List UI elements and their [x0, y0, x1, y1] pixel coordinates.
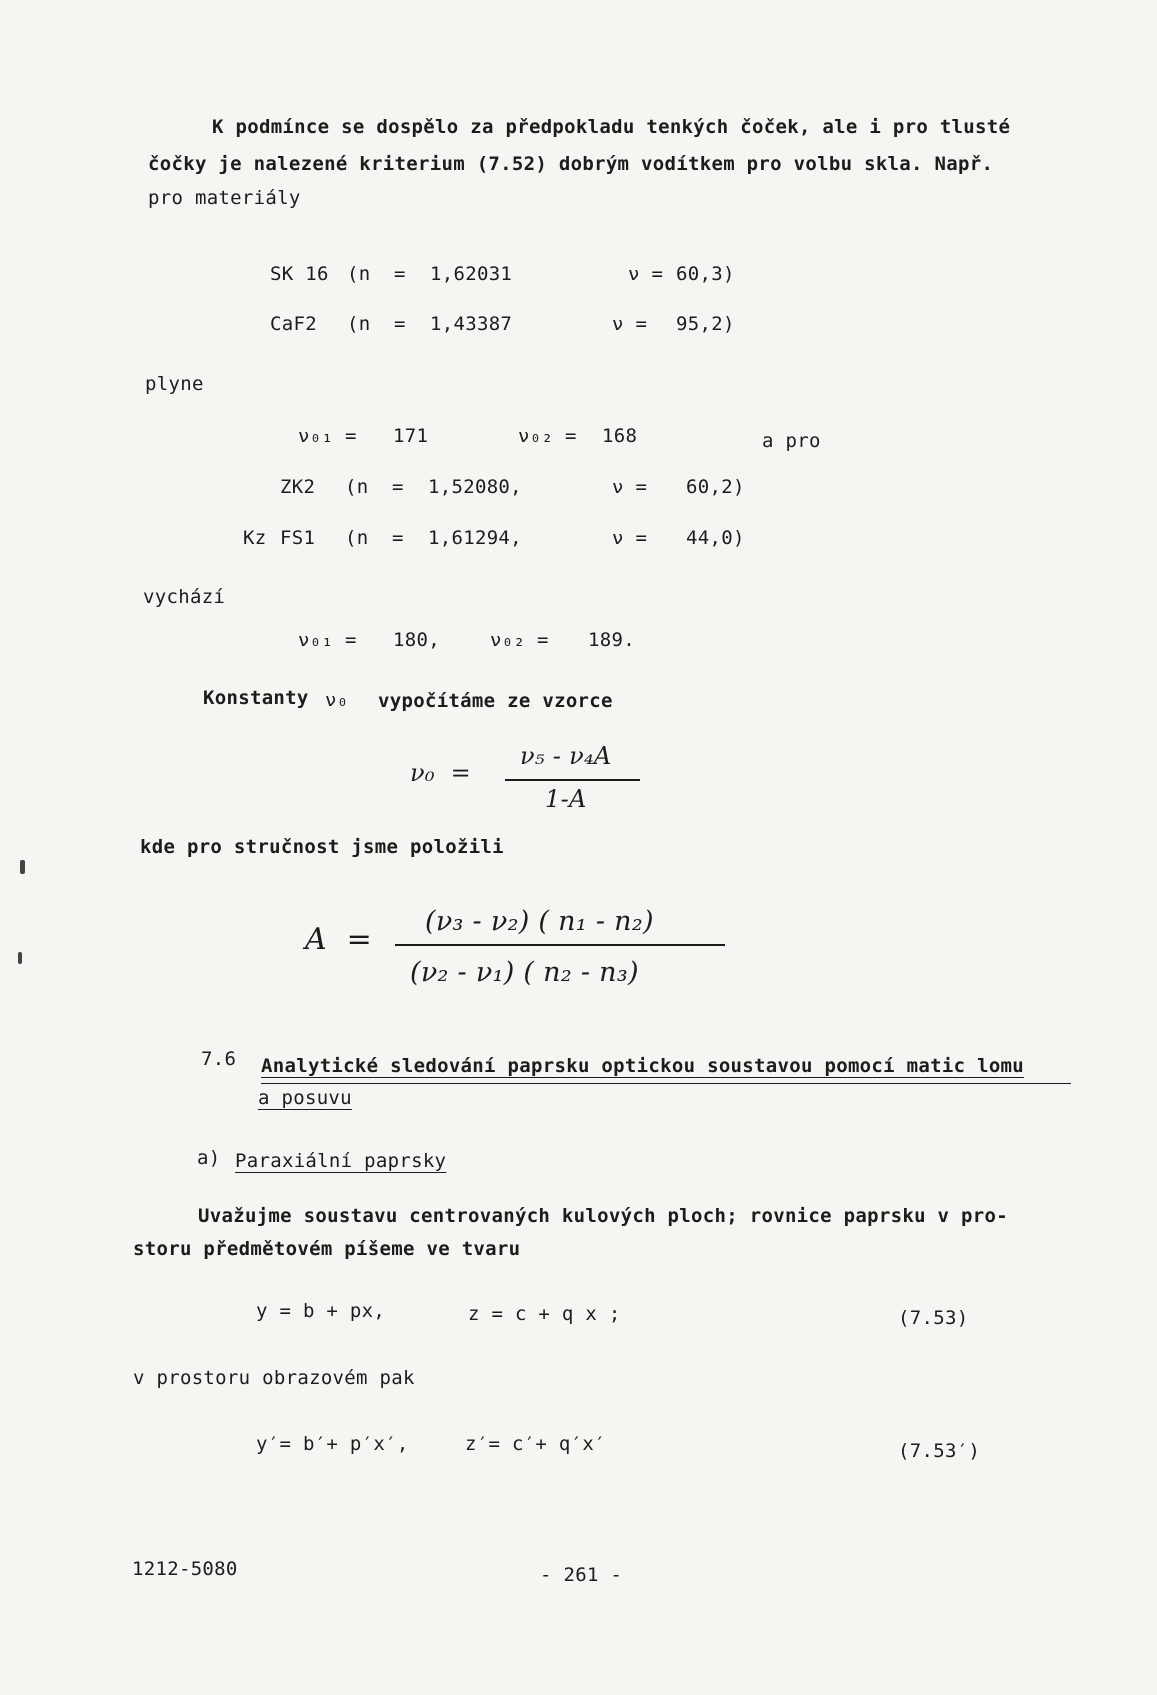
intro-line-3: pro materiály [148, 187, 301, 209]
material-n-label: (n = [347, 263, 406, 285]
equation-right: z′= c′+ q′x′ [465, 1433, 606, 1455]
section-title-line-1: Analytické sledování paprsku optickou soustavou pomocí matic lomu [261, 1055, 1025, 1077]
material-name: ZK2 [280, 476, 316, 498]
result-v01-value: 180, [393, 629, 440, 651]
footer-code: 1212-5080 [132, 1558, 238, 1580]
konst-symbol: ν₀ [325, 689, 349, 711]
result-v02: ν₀₂ = [490, 629, 549, 651]
result-v02: ν₀₂ = [518, 425, 577, 447]
material-prefix: Kz [243, 527, 267, 549]
equation-left: y′= b′+ p′x′, [256, 1433, 409, 1455]
konst-text-b: vypočítáme ze vzorce [378, 690, 613, 712]
result-v01-value: 171 [393, 425, 429, 447]
fraction-line [395, 944, 725, 946]
fraction-line [505, 779, 640, 781]
margin-mark [20, 860, 25, 874]
kde-line: kde pro stručnost jsme položili [140, 836, 504, 858]
section-title-line-2: a posuvu [258, 1087, 352, 1109]
material-n-label: (n = [345, 527, 404, 549]
result-v01: ν₀₁ = [298, 629, 357, 651]
material-n-value: 1,52080, [428, 476, 522, 498]
material-nu-value: 44,0) [686, 527, 745, 549]
material-nu-label: ν = [612, 476, 648, 498]
intro-line-2: čočky je nalezené kriterium (7.52) dobrým vodítkem pro volbu skla. Např. [148, 153, 994, 175]
material-name: SK 16 [270, 263, 329, 285]
margin-mark [18, 952, 22, 964]
subsection-title: Paraxiální paprsky [235, 1150, 447, 1172]
equation-left: y = b + px, [256, 1300, 386, 1322]
para-line-1: Uvažujme soustavu centrovaných kulových ploch; rovnice paprsku v pro- [198, 1205, 1008, 1227]
material-n-value: 1,43387 [430, 313, 513, 335]
section-underline [261, 1083, 1071, 1084]
material-n-label: (n = [347, 313, 406, 335]
formula-denominator: 1-A [545, 785, 587, 813]
label-a-pro: a pro [762, 430, 821, 452]
formula-denominator: (ν₂ - ν₁) ( n₂ - n₃) [410, 957, 639, 988]
label-vychazi: vychází [143, 586, 226, 608]
material-name: CaF2 [270, 313, 317, 335]
page-number: - 261 - [540, 1564, 623, 1586]
material-nu-label: ν = [628, 263, 664, 285]
result-v02-value: 168 [602, 425, 638, 447]
material-name: FS1 [280, 527, 316, 549]
para-line-2: storu předmětovém píšeme ve tvaru [133, 1238, 521, 1260]
formula-numerator: (ν₃ - ν₂) ( n₁ - n₂) [425, 906, 654, 937]
formula-numerator: ν₅ - ν₄A [520, 742, 612, 770]
result-v01: ν₀₁ = [298, 425, 357, 447]
material-nu-value: 60,2) [686, 476, 745, 498]
material-n-label: (n = [345, 476, 404, 498]
material-nu-label: ν = [612, 527, 648, 549]
material-n-value: 1,61294, [428, 527, 522, 549]
equation-number: (7.53′) [898, 1440, 981, 1462]
material-n-value: 1,62031 [430, 263, 513, 285]
material-nu-value: 60,3) [676, 263, 735, 285]
intro-line-1: K podmínce se dospělo za předpokladu tenkých čoček, ale i pro tlusté [212, 116, 1011, 138]
equation-number: (7.53) [898, 1307, 969, 1329]
subsection-label: a) [197, 1147, 221, 1169]
equation-right: z = c + q x ; [468, 1303, 621, 1325]
material-nu-value: 95,2) [676, 313, 735, 335]
material-nu-label: ν = [612, 313, 648, 335]
konst-text-a: Konstanty [203, 687, 309, 709]
result-v02-value: 189. [588, 629, 635, 651]
label-plyne: plyne [145, 373, 204, 395]
formula-lhs: A = [305, 922, 373, 957]
formula-lhs: ν₀ = [410, 759, 472, 787]
obraz-line: v prostoru obrazovém pak [133, 1367, 415, 1389]
section-number: 7.6 [201, 1048, 237, 1070]
